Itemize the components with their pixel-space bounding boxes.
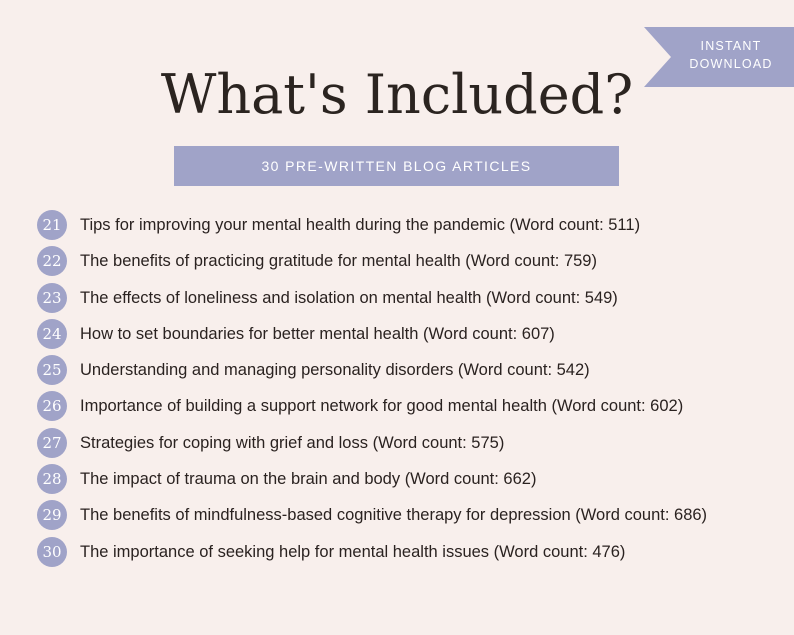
- ribbon-line-1: INSTANT: [700, 39, 762, 53]
- article-list: [37, 209, 787, 572]
- article-number-badge: 24: [37, 319, 67, 349]
- article-number-badge: 26: [37, 391, 67, 421]
- ribbon-line-2: DOWNLOAD: [689, 57, 773, 71]
- article-title: How to set boundaries for better mental health (Word count: 607): [80, 324, 555, 343]
- article-title: The benefits of practicing gratitude for mental health (Word count: 759): [80, 252, 597, 271]
- subtitle-banner: 30 PRE-WRITTEN BLOG ARTICLES: [174, 146, 619, 186]
- list-item: [37, 427, 787, 463]
- article-title: The importance of seeking help for mental health issues (Word count: 476): [80, 542, 626, 561]
- article-title: The benefits of mindfulness-based cognitive therapy for depression (Word count: 686): [80, 506, 708, 525]
- article-title: Tips for improving your mental health during the pandemic (Word count: 511): [80, 216, 641, 234]
- list-item: [37, 209, 787, 245]
- list-item: [37, 536, 787, 572]
- page-title: What's Included?: [160, 63, 634, 126]
- article-title: The impact of trauma on the brain and body (Word count: 662): [80, 470, 537, 489]
- article-number-badge: 28: [37, 464, 67, 494]
- list-item: [37, 282, 787, 318]
- list-item: [37, 499, 787, 535]
- article-number-badge: 27: [37, 428, 67, 458]
- article-title: Understanding and managing personality disorders (Word count: 542): [80, 361, 590, 380]
- list-item: [37, 245, 787, 281]
- article-number-badge: 22: [37, 246, 67, 276]
- list-item: [37, 463, 787, 499]
- article-title: Importance of building a support network for good mental health (Word count: 602): [80, 397, 684, 416]
- article-number-badge: 23: [37, 283, 67, 313]
- article-number-badge: 21: [37, 210, 67, 240]
- article-number-badge: 30: [37, 537, 67, 567]
- article-title: The effects of loneliness and isolation on mental health (Word count: 549): [80, 288, 618, 307]
- article-number-badge: 29: [37, 500, 67, 530]
- list-item: [37, 318, 787, 354]
- article-title: Strategies for coping with grief and loss (Word count: 575): [80, 433, 505, 452]
- list-item: [37, 354, 787, 390]
- article-number-badge: 25: [37, 355, 67, 385]
- list-item: [37, 390, 787, 426]
